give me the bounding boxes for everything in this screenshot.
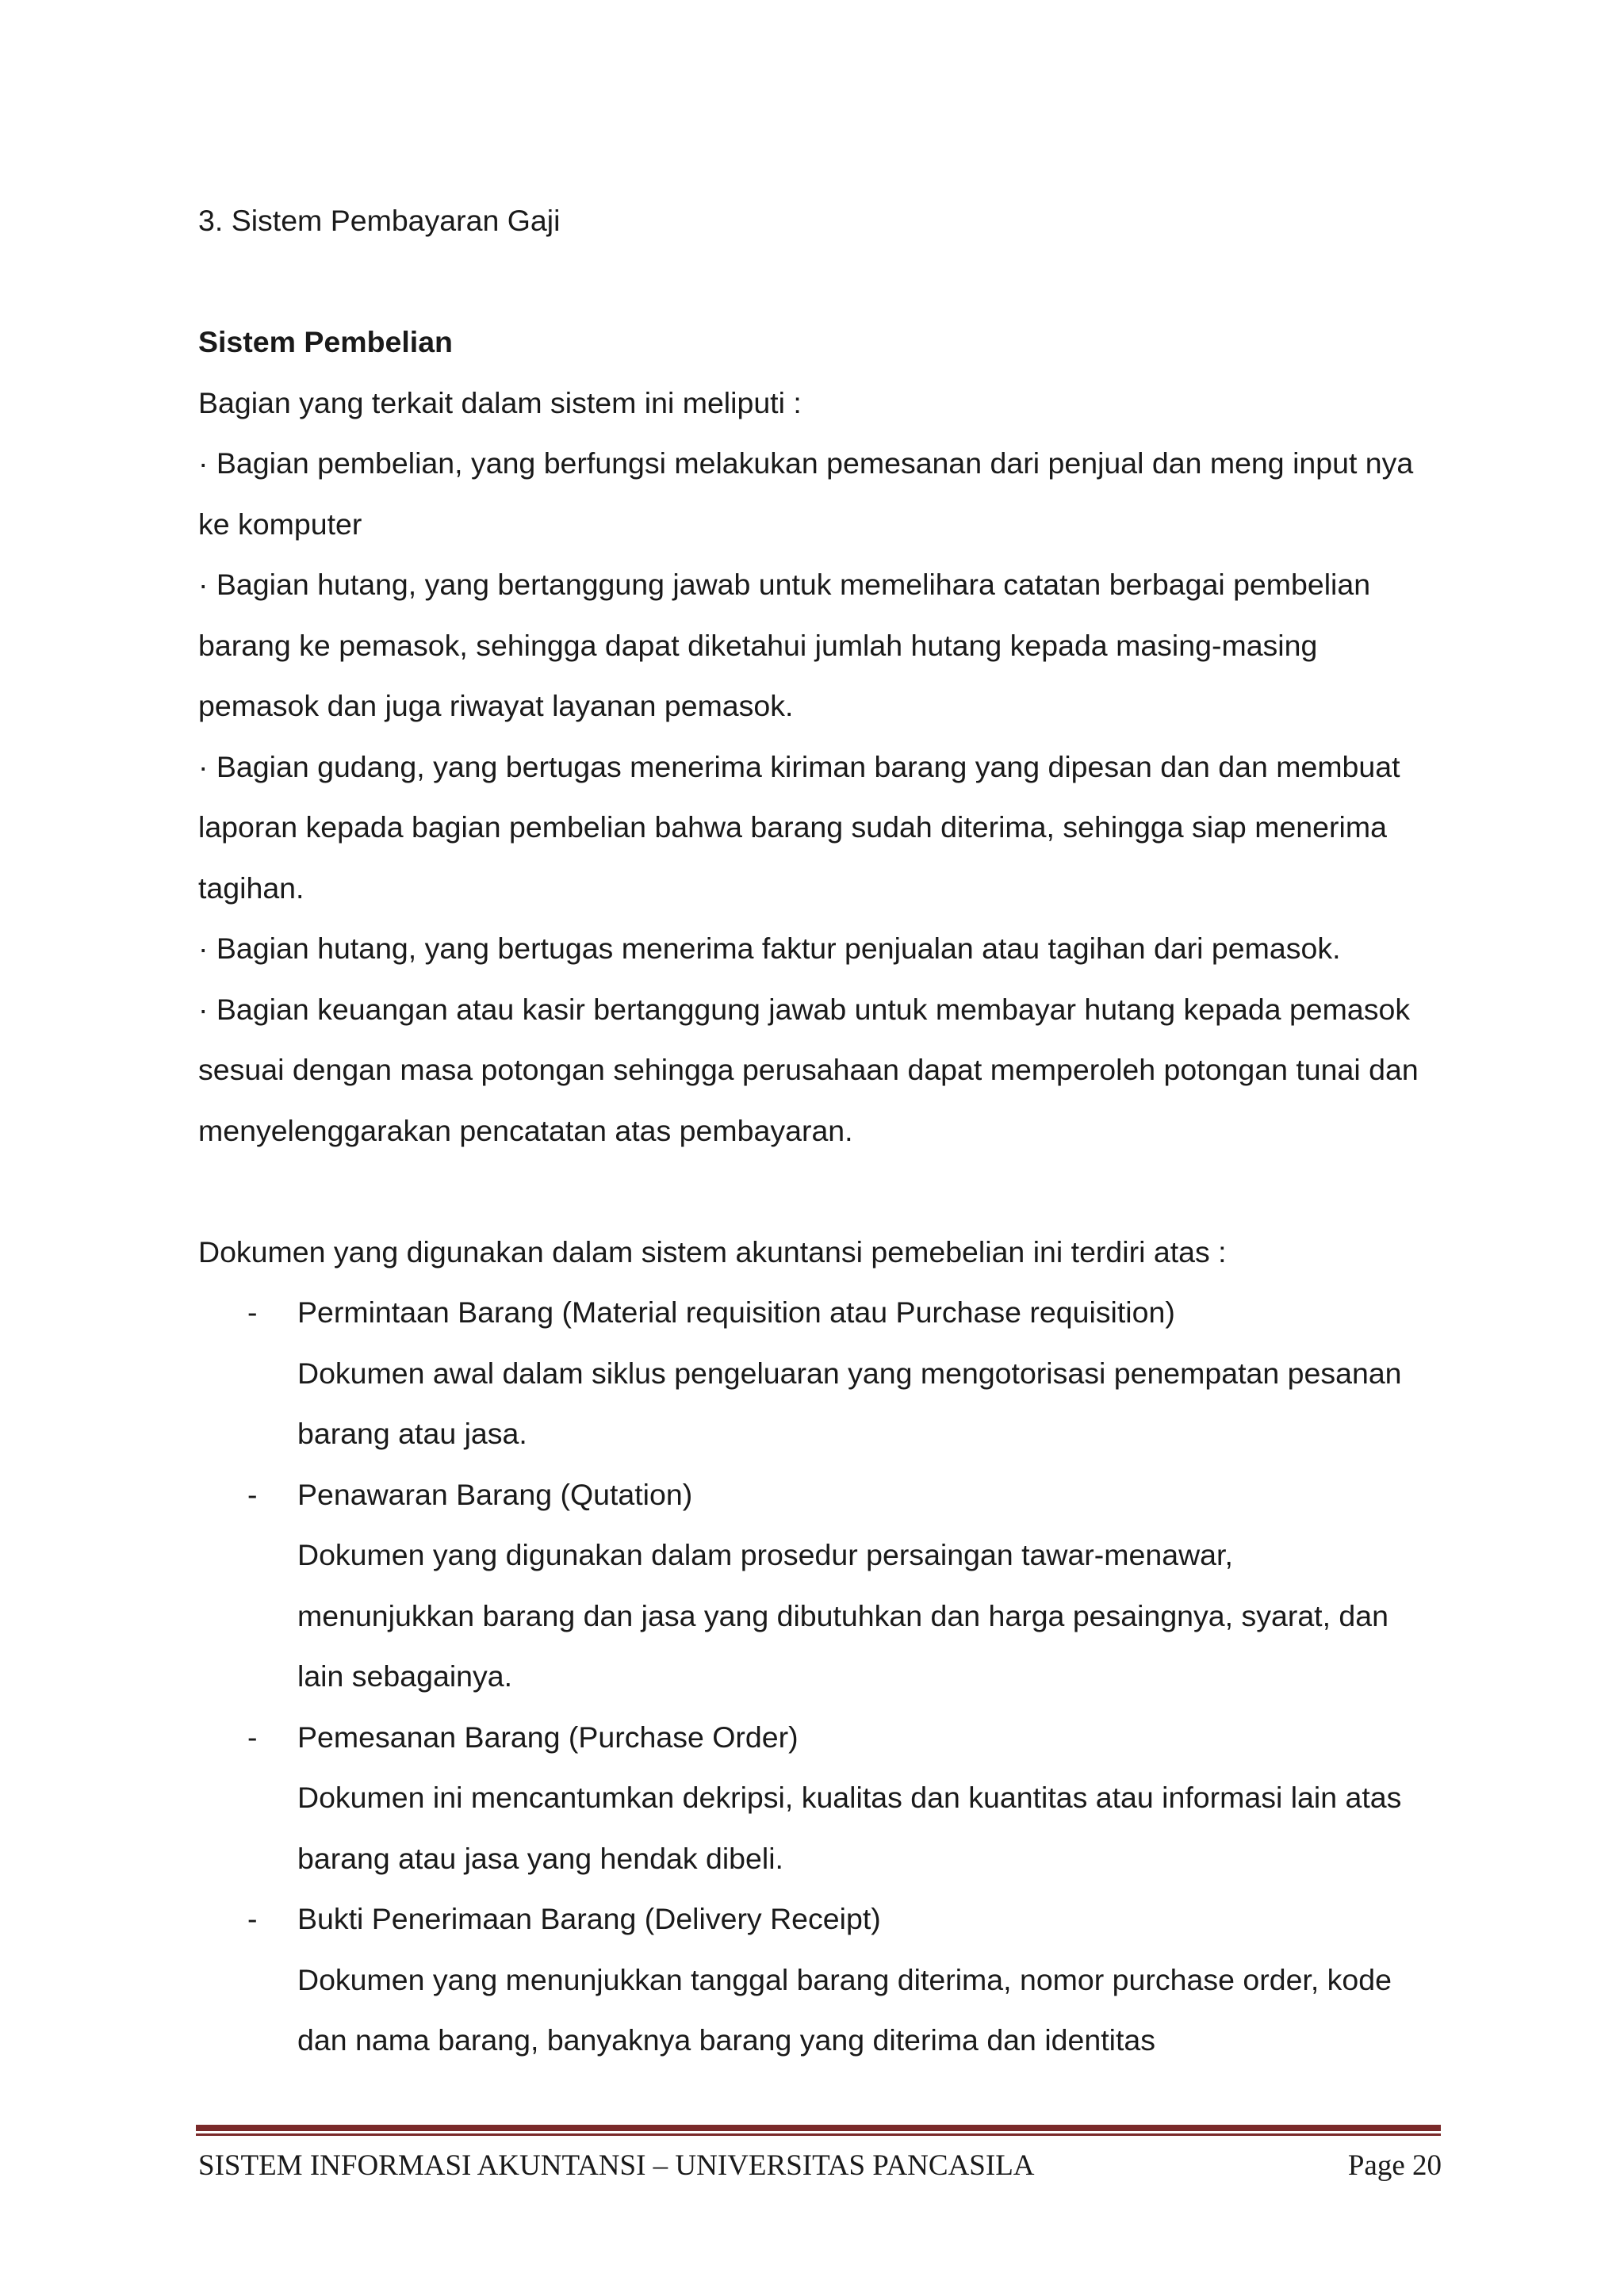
paragraph-line: · Bagian pembelian, yang berfungsi melakukan pemesanan dari penjual dan meng input nya	[198, 446, 1414, 480]
spacer	[198, 1161, 1435, 1222]
paragraph-line: · Bagian keuangan atau kasir bertanggung jawab untuk membayar hutang kepada pemasok	[198, 992, 1411, 1026]
documents-intro: Dokumen yang digunakan dalam sistem akuntansi pemebelian ini terdiri atas :	[198, 1234, 1227, 1269]
section-title: Sistem Pembelian	[198, 325, 453, 358]
document-title: Permintaan Barang (Material requisition atau Purchase requisition)	[297, 1295, 1175, 1329]
paragraph-line: menyelenggarakan pencatatan atas pembayaran.	[198, 1113, 853, 1147]
paragraph-line: · Bagian hutang, yang bertugas menerima faktur penjualan atau tagihan dari pemasok.	[198, 932, 1341, 965]
list-dash: -	[247, 1902, 258, 1935]
page-footer	[198, 2142, 1442, 2190]
document-desc-line: menunjukkan barang dan jasa yang dibutuhkan dan harga pesaingnya, syarat, dan	[297, 1598, 1389, 1632]
document-title: Bukti Penerimaan Barang (Delivery Receipt)	[297, 1902, 881, 1935]
footer-rule	[196, 2125, 1441, 2131]
document-desc-line: Dokumen awal dalam siklus pengeluaran yang mengotorisasi penempatan pesanan	[297, 1356, 1402, 1390]
document-body	[198, 190, 1435, 2071]
intro-line: 3. Sistem Pembayaran Gaji	[198, 204, 561, 237]
document-desc-line: lain sebagainya.	[297, 1659, 513, 1693]
document-desc-line: barang atau jasa.	[297, 1417, 527, 1450]
list-item	[198, 1707, 1435, 1889]
paragraph-line: tagihan.	[198, 871, 304, 905]
paragraph-line: sesuai dengan masa potongan sehingga perusahaan dapat memperoleh potongan tunai dan	[198, 1053, 1419, 1086]
document-desc-line: Dokumen yang digunakan dalam prosedur persaingan tawar-menawar,	[297, 1538, 1233, 1571]
page-number: Page 20	[1347, 2149, 1442, 2182]
list-dash: -	[247, 1477, 258, 1511]
documents-list	[198, 1282, 1435, 2071]
list-dash: -	[247, 1295, 258, 1329]
list-dash: -	[247, 1720, 258, 1754]
paragraph-line: pemasok dan juga riwayat layanan pemasok.	[198, 689, 794, 722]
document-title: Penawaran Barang (Qutation)	[297, 1477, 693, 1511]
document-desc-line: dan nama barang, banyaknya barang yang diterima dan identitas	[297, 2023, 1155, 2057]
document-title: Pemesanan Barang (Purchase Order)	[297, 1720, 799, 1754]
paragraph-line: · Bagian hutang, yang bertanggung jawab untuk memelihara catatan berbagai pembelian	[198, 568, 1371, 601]
list-item	[198, 1464, 1435, 1707]
list-item	[198, 1282, 1435, 1464]
list-item	[198, 1888, 1435, 2071]
paragraph-line: laporan kepada bagian pembelian bahwa barang sudah diterima, sehingga siap menerima	[198, 810, 1387, 844]
spacer	[198, 251, 1435, 312]
paragraph-line: barang ke pemasok, sehingga dapat diketahui jumlah hutang kepada masing-masing	[198, 628, 1318, 662]
paragraph-line: Bagian yang terkait dalam sistem ini meliputi :	[198, 385, 802, 419]
document-desc-line: barang atau jasa yang hendak dibeli.	[297, 1841, 783, 1875]
paragraph-line: · Bagian gudang, yang bertugas menerima kiriman barang yang dipesan dan dan membuat	[198, 749, 1400, 783]
document-desc-line: Dokumen ini mencantumkan dekripsi, kualitas dan kuantitas atau informasi lain atas	[297, 1781, 1402, 1814]
footer-rule-thin	[196, 2133, 1441, 2136]
paragraph-line: ke komputer	[198, 507, 362, 541]
footer-title: SISTEM INFORMASI AKUNTANSI – UNIVERSITAS PANCASILA	[198, 2149, 1035, 2182]
section-paragraph	[198, 373, 1435, 1161]
document-desc-line: Dokumen yang menunjukkan tanggal barang diterima, nomor purchase order, kode	[297, 1962, 1392, 1996]
